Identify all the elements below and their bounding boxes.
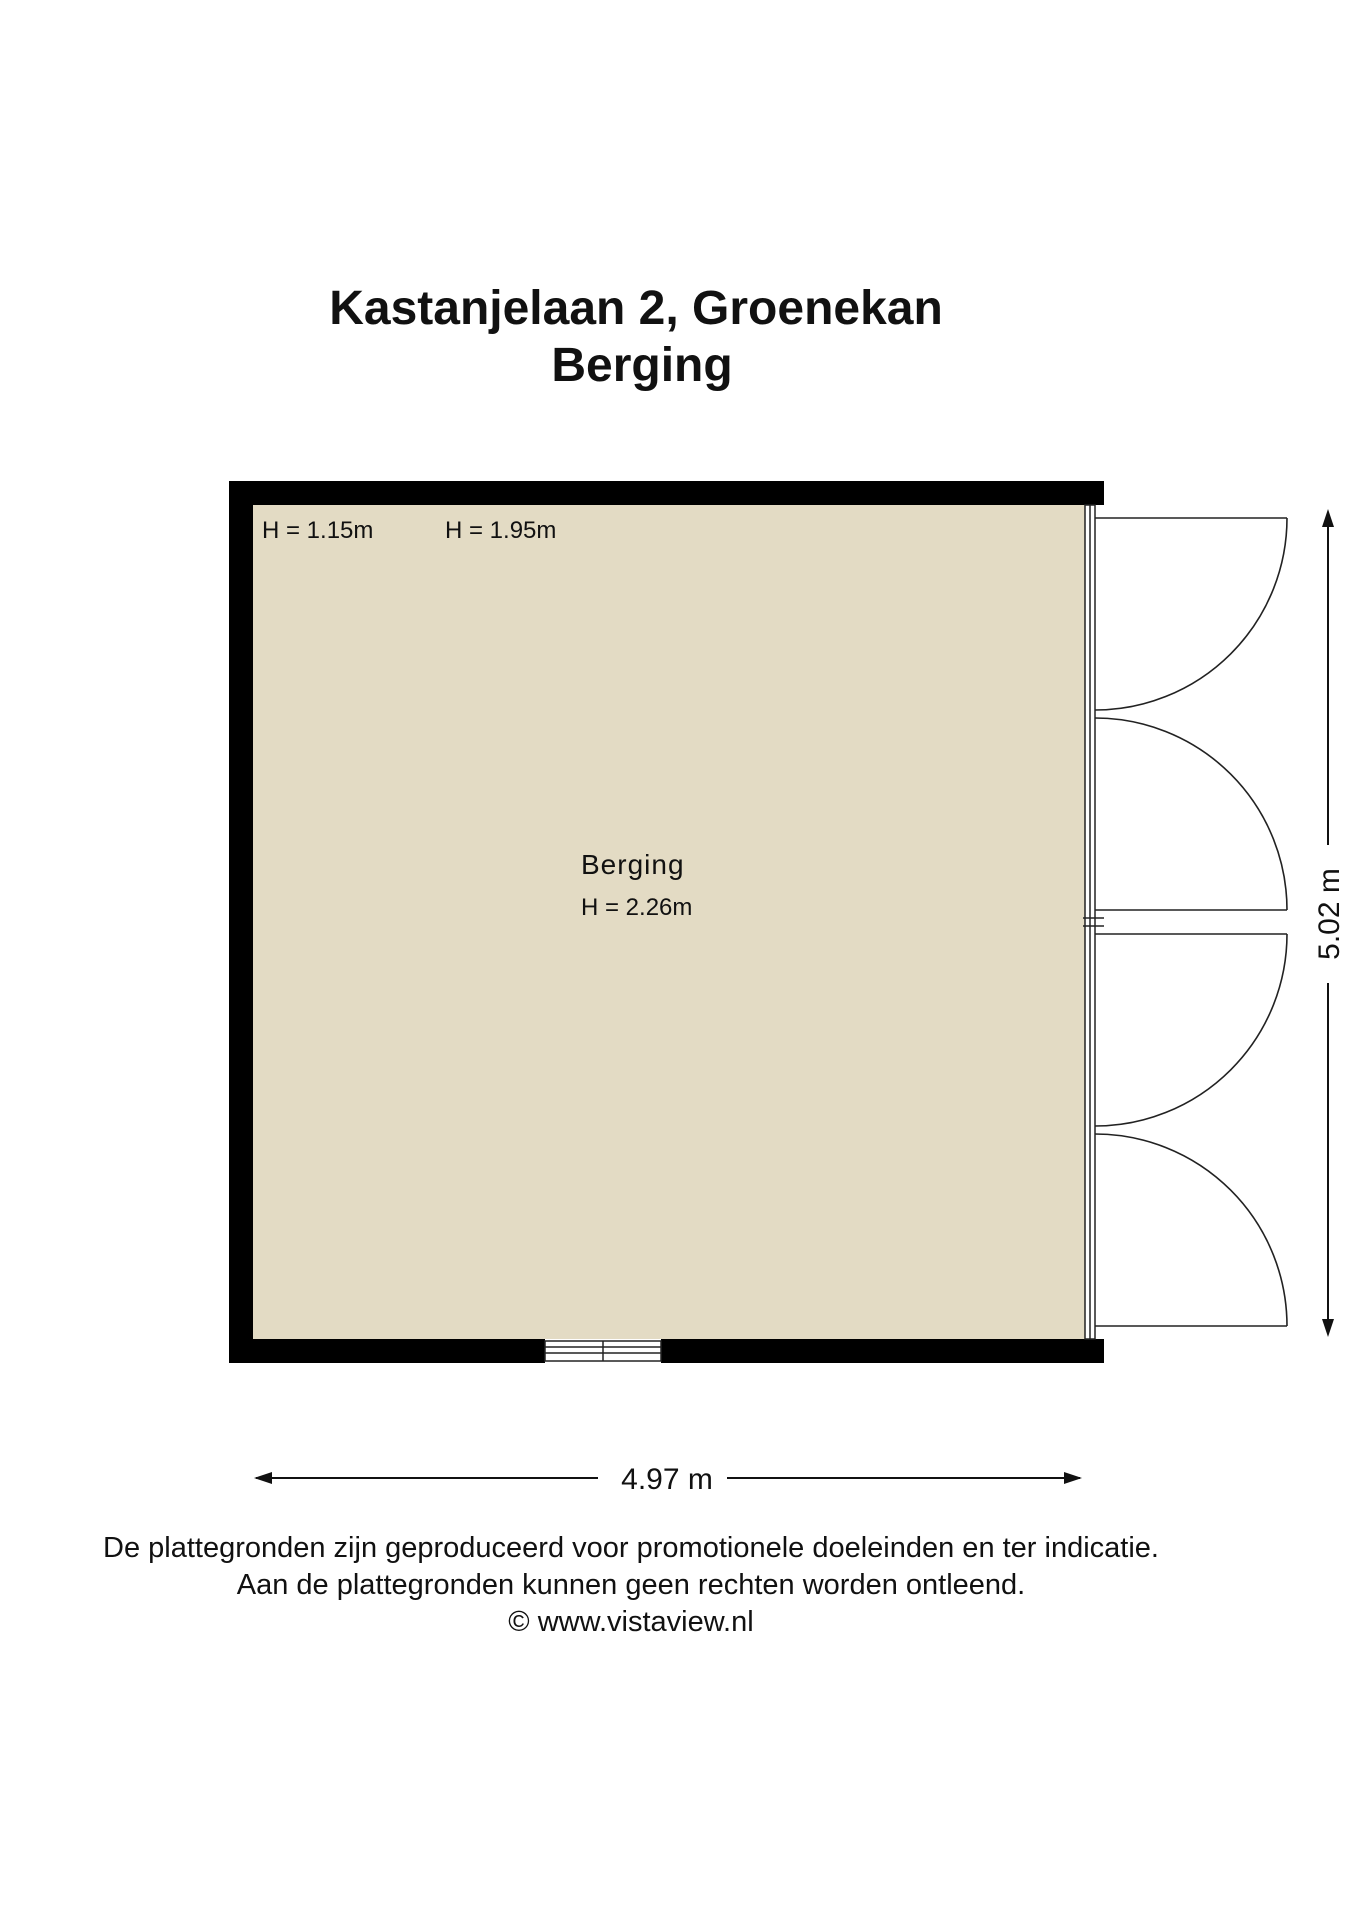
floor-title: Berging — [551, 339, 733, 392]
door-swings — [1095, 518, 1287, 1326]
copyright-line: © www.vistaview.nl — [508, 1606, 754, 1638]
door-arc-1 — [1095, 518, 1287, 710]
room-floor — [253, 505, 1085, 1339]
door-arc-2 — [1095, 718, 1287, 910]
wall-left — [229, 481, 253, 1363]
arrow-left-icon — [254, 1472, 272, 1484]
plan-title: Kastanjelaan 2, Groenekan — [329, 282, 943, 335]
dimension-width-label: 4.97 m — [621, 1463, 713, 1496]
wall-corner-bottom-right — [1085, 1339, 1104, 1363]
wall-corner-top-right — [1085, 481, 1104, 505]
arrow-down-icon — [1322, 1319, 1334, 1337]
room-height: H = 2.26m — [581, 894, 693, 921]
door-arc-3 — [1095, 934, 1287, 1126]
arrow-up-icon — [1322, 509, 1334, 527]
door-arc-4 — [1095, 1134, 1287, 1326]
room-name: Berging — [581, 849, 685, 880]
ceiling-height-low: H = 1.15m — [262, 517, 374, 544]
disclaimer-line-2: Aan de plattegronden kunnen geen rechten worden ontleend. — [236, 1569, 1026, 1601]
arrow-right-icon — [1064, 1472, 1082, 1484]
wall-bottom-right — [661, 1339, 1104, 1363]
dimension-depth-label: 5.02 m — [1313, 868, 1346, 960]
wall-bottom-left — [229, 1339, 545, 1363]
ceiling-height-mid: H = 1.95m — [445, 517, 557, 544]
window-bottom — [545, 1341, 661, 1361]
door-frame-right — [1083, 505, 1104, 1339]
disclaimer-line-1: De plattegronden zijn geproduceerd voor promotionele doeleinden en ter indicatie. — [103, 1532, 1159, 1564]
wall-top — [229, 481, 1104, 505]
